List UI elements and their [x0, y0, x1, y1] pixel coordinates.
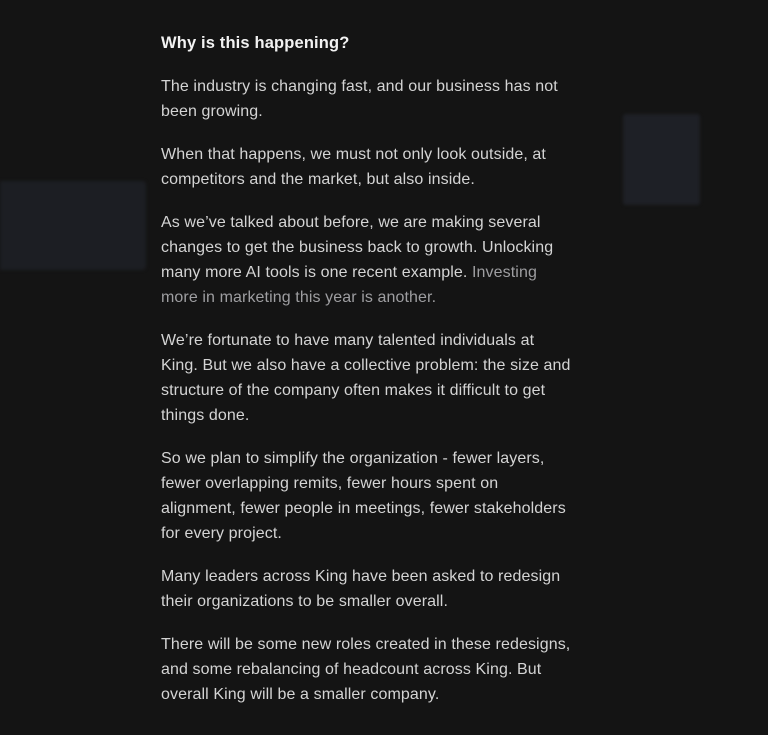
memo-content: [161, 31, 631, 725]
paragraph: [161, 632, 631, 707]
text-line: [161, 496, 631, 521]
text-segment: We’re fortunate to have many talented individuals at: [161, 332, 535, 349]
text-line: [161, 353, 631, 378]
blurred-panel-right: [623, 114, 700, 205]
text-segment: fewer overlapping remits, fewer hours spent on: [161, 475, 499, 492]
dim-text-segment: Investing: [472, 264, 537, 281]
paragraph: [161, 446, 631, 546]
text-segment: changes to get the business back to growth. Unlocking: [161, 239, 554, 256]
memo-heading: Why is this happening?: [161, 34, 350, 52]
text-segment: many more AI tools is one recent example.: [161, 264, 473, 281]
text-segment: There will be some new roles created in these redesigns,: [161, 636, 571, 653]
text-segment: As we’ve talked about before, we are making several: [161, 214, 541, 231]
text-segment: alignment, fewer people in meetings, fewer stakeholders: [161, 500, 566, 517]
text-line: [161, 589, 631, 614]
text-line: [161, 328, 631, 353]
text-line: [161, 403, 631, 428]
text-line: [161, 260, 631, 285]
paragraph: [161, 142, 631, 192]
text-line: [161, 682, 631, 707]
text-segment: their organizations to be smaller overall.: [161, 593, 449, 610]
memo-paragraphs: [161, 74, 631, 707]
text-segment: Many leaders across King have been asked to redesign: [161, 568, 561, 585]
text-line: [161, 471, 631, 496]
text-line: [161, 142, 631, 167]
text-line: [161, 378, 631, 403]
text-line: [161, 564, 631, 589]
text-line: [161, 632, 631, 657]
text-line: [161, 446, 631, 471]
text-segment: The industry is changing fast, and our business has not: [161, 78, 558, 95]
text-line: [161, 74, 631, 99]
text-segment: King. But we also have a collective problem: the size and: [161, 357, 571, 374]
text-line: [161, 99, 631, 124]
dim-text-segment: more in marketing this year is another.: [161, 289, 437, 306]
paragraph: [161, 210, 631, 310]
text-line: [161, 285, 631, 310]
text-segment: When that happens, we must not only look outside, at: [161, 146, 546, 163]
text-segment: overall King will be a smaller company.: [161, 686, 440, 703]
text-segment: and some rebalancing of headcount across King. But: [161, 661, 542, 678]
paragraph: [161, 564, 631, 614]
text-segment: competitors and the market, but also inside.: [161, 171, 475, 188]
text-line: [161, 235, 631, 260]
paragraph: [161, 74, 631, 124]
text-segment: for every project.: [161, 525, 282, 542]
text-segment: been growing.: [161, 103, 263, 120]
text-segment: things done.: [161, 407, 250, 424]
text-segment: structure of the company often makes it difficult to get: [161, 382, 546, 399]
blurred-panel-left: [0, 181, 146, 270]
text-line: [161, 167, 631, 192]
text-line: [161, 521, 631, 546]
paragraph: [161, 328, 631, 428]
text-line: [161, 210, 631, 235]
text-line: [161, 657, 631, 682]
text-segment: So we plan to simplify the organization - fewer layers,: [161, 450, 545, 467]
